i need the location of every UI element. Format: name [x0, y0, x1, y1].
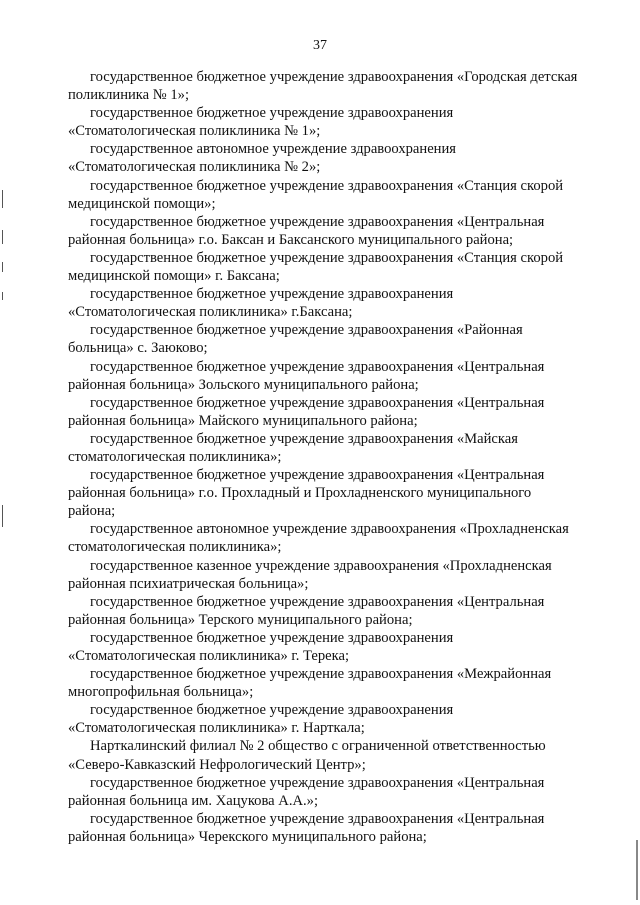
paragraph-continuation-line: районная больница» Терского муниципального района;: [68, 611, 413, 628]
scan-mark: [2, 505, 3, 527]
paragraph-first-line: государственное бюджетное учреждение здравоохранения: [90, 286, 454, 303]
paragraph-first-line: государственное бюджетное учреждение здравоохранения «Станция скорой: [90, 249, 564, 266]
list-item: [68, 430, 586, 466]
paragraph-first-line: государственное бюджетное учреждение здравоохранения «Городская детская: [90, 69, 578, 85]
scan-mark: [2, 230, 3, 244]
list-item: [68, 665, 586, 701]
scan-right-edge: [636, 840, 638, 900]
list-item: [68, 358, 586, 394]
paragraph-continuation-line: «Стоматологическая поликлиника № 1»;: [68, 123, 321, 140]
paragraph-first-line: государственное бюджетное учреждение здравоохранения «Районная: [90, 322, 523, 339]
list-item: [68, 810, 586, 846]
paragraph-continuation-line: «Северо-Кавказский Нефрологический Центр»;: [68, 756, 366, 773]
paragraph-continuation-line: районная больница» г.о. Прохладный и Прохладненского муниципального: [68, 485, 532, 502]
scan-left-edge: [0, 0, 3, 905]
list-item: [68, 68, 586, 104]
list-item: [68, 140, 586, 176]
paragraph-first-line: государственное бюджетное учреждение здравоохранения «Центральная: [90, 358, 545, 375]
paragraph-continuation-line: районная больница» Зольского муниципального района;: [68, 376, 419, 393]
paragraph-continuation-line: района;: [68, 503, 116, 520]
paragraph-continuation-line: районная больница» Майского муниципального района;: [68, 412, 418, 429]
list-item: [68, 249, 586, 285]
paragraph-continuation-line: районная психиатрическая больница»;: [68, 575, 309, 592]
list-item: [68, 701, 586, 737]
paragraph-continuation-line: районная больница им. Хацукова А.А.»;: [68, 792, 319, 809]
paragraph-continuation-line: стоматологическая поликлиника»;: [68, 448, 282, 465]
paragraph-continuation-line: стоматологическая поликлиника»;: [68, 539, 282, 556]
paragraph-continuation-line: районная больница» Черекского муниципального района;: [68, 828, 427, 845]
paragraph-first-line: государственное бюджетное учреждение здравоохранения «Центральная: [90, 213, 545, 230]
list-item: [68, 557, 586, 593]
paragraph-continuation-line: многопрофильная больница»;: [68, 684, 254, 701]
paragraph-first-line: Нарткалинский филиал № 2 общество с ограниченной ответственностью: [90, 738, 546, 755]
paragraph-first-line: государственное бюджетное учреждение здравоохранения «Центральная: [90, 467, 545, 484]
list-item: [68, 466, 586, 520]
paragraph-continuation-line: «Стоматологическая поликлиника» г. Терека;: [68, 648, 350, 664]
list-item: [68, 213, 586, 249]
list-item: [68, 394, 586, 430]
paragraph-first-line: государственное автономное учреждение здравоохранения: [90, 141, 457, 158]
paragraph-first-line: государственное бюджетное учреждение здравоохранения «Майская: [90, 430, 518, 447]
list-item: [68, 593, 586, 629]
scan-mark: [2, 262, 3, 272]
scan-mark: [2, 292, 3, 300]
paragraph-continuation-line: поликлиника № 1»;: [68, 87, 190, 104]
paragraph-continuation-line: районная больница» г.о. Баксан и Баксанского муниципального района;: [68, 231, 514, 248]
paragraph-continuation-line: «Стоматологическая поликлиника» г. Нарткала;: [68, 720, 365, 737]
page-number: 37: [313, 38, 327, 53]
paragraph-continuation-line: «Стоматологическая поликлиника» г.Баксана;: [68, 304, 353, 321]
paragraph-first-line: государственное бюджетное учреждение здравоохранения «Центральная: [90, 810, 545, 827]
document-body: [68, 68, 586, 846]
paragraph-continuation-line: больница» с. Заюково;: [68, 340, 208, 357]
paragraph-continuation-line: медицинской помощи»;: [68, 195, 216, 212]
paragraph-first-line: государственное автономное учреждение здравоохранения «Прохладненская: [90, 521, 569, 538]
list-item: [68, 285, 586, 321]
list-item: [68, 737, 586, 773]
paragraph-first-line: государственное бюджетное учреждение здравоохранения «Центральная: [90, 593, 545, 610]
paragraph-first-line: государственное бюджетное учреждение здравоохранения: [90, 105, 454, 122]
scan-mark: [2, 190, 3, 208]
paragraph-continuation-line: медицинской помощи» г. Баксана;: [68, 268, 280, 285]
list-item: [68, 177, 586, 213]
paragraph-first-line: государственное казенное учреждение здравоохранения «Прохладненская: [90, 557, 552, 574]
list-item: [68, 520, 586, 556]
paragraph-first-line: государственное бюджетное учреждение здравоохранения: [90, 629, 454, 646]
paragraph-first-line: государственное бюджетное учреждение здравоохранения: [90, 702, 454, 719]
list-item: [68, 774, 586, 810]
list-item: [68, 104, 586, 140]
list-item: [68, 321, 586, 357]
paragraph-first-line: государственное бюджетное учреждение здравоохранения «Станция скорой: [90, 177, 564, 194]
list-item: [68, 629, 586, 665]
paragraph-first-line: государственное бюджетное учреждение здравоохранения «Центральная: [90, 394, 545, 411]
paragraph-first-line: государственное бюджетное учреждение здравоохранения «Межрайонная: [90, 666, 552, 683]
paragraph-first-line: государственное бюджетное учреждение здравоохранения «Центральная: [90, 774, 545, 791]
paragraph-continuation-line: «Стоматологическая поликлиника № 2»;: [68, 159, 321, 176]
